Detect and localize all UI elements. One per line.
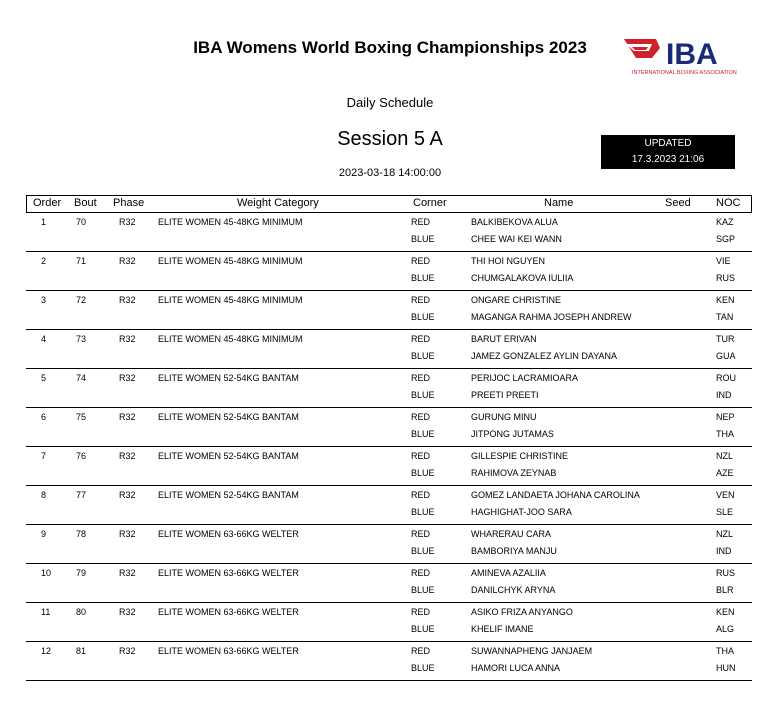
iba-logo xyxy=(622,36,752,76)
col-corner: Corner xyxy=(413,197,447,209)
red-corner-label: RED xyxy=(411,529,431,539)
blue-boxer-name: JITPONG JUTAMAS xyxy=(471,429,554,439)
blue-boxer-name: HAGHIGHAT-JOO SARA xyxy=(471,507,572,517)
red-boxer-noc: KEN xyxy=(716,607,735,617)
red-boxer-name: GURUNG MINU xyxy=(471,412,537,422)
weight-category: ELITE WOMEN 63-66KG WELTER xyxy=(158,607,299,617)
blue-boxer-name: CHEE WAI KEI WANN xyxy=(471,234,562,244)
bout-number: 76 xyxy=(76,451,87,461)
table-row xyxy=(26,408,752,447)
updated-box xyxy=(601,135,735,169)
weight-category: ELITE WOMEN 52-54KG BANTAM xyxy=(158,451,299,461)
weight-category: ELITE WOMEN 63-66KG WELTER xyxy=(158,646,299,656)
blue-corner-label: BLUE xyxy=(411,351,435,361)
table-row xyxy=(26,525,752,564)
blue-boxer-name: HAMORI LUCA ANNA xyxy=(471,663,561,673)
blue-corner-label: BLUE xyxy=(411,468,435,478)
red-boxer-name: ASIKO FRIZA ANYANGO xyxy=(471,607,573,617)
updated-value: 17.3.2023 21:06 xyxy=(631,154,705,165)
red-boxer-noc: RUS xyxy=(716,568,736,578)
bout-phase: R32 xyxy=(119,217,136,227)
bout-phase: R32 xyxy=(119,295,136,305)
bout-order: 1 xyxy=(41,217,47,227)
logo-tagline: INTERNATIONAL BOXING ASSOCIATION xyxy=(632,70,737,76)
table-row xyxy=(26,486,752,525)
table-row xyxy=(26,603,752,642)
bout-number: 75 xyxy=(76,412,87,422)
bout-order: 9 xyxy=(41,529,47,539)
blue-corner-label: BLUE xyxy=(411,507,435,517)
blue-boxer-name: BAMBORIYA MANJU xyxy=(471,546,557,556)
blue-boxer-noc: IND xyxy=(716,546,732,556)
bout-order: 11 xyxy=(41,607,51,617)
blue-boxer-noc: TAN xyxy=(716,312,734,322)
session-title: Session 5 A xyxy=(337,128,443,150)
col-order: Order xyxy=(33,197,62,209)
bout-phase: R32 xyxy=(119,607,136,617)
blue-corner-label: BLUE xyxy=(411,429,435,439)
table-row xyxy=(26,447,752,486)
red-boxer-name: AMINEVA AZALIIA xyxy=(471,568,546,578)
bout-number: 71 xyxy=(76,256,87,266)
red-boxer-name: ONGARE CHRISTINE xyxy=(471,295,562,305)
blue-boxer-noc: SGP xyxy=(716,234,736,244)
blue-boxer-name: KHELIF IMANE xyxy=(471,624,534,634)
table-row xyxy=(26,252,752,291)
red-boxer-name: BARUT ERIVAN xyxy=(471,334,537,344)
red-boxer-name: PERIJOC LACRAMIOARA xyxy=(471,373,579,383)
blue-boxer-noc: THA xyxy=(716,429,734,439)
iba-logo-icon xyxy=(622,36,752,76)
weight-category: ELITE WOMEN 52-54KG BANTAM xyxy=(158,412,299,422)
blue-boxer-noc: AZE xyxy=(716,468,734,478)
red-corner-label: RED xyxy=(411,373,431,383)
blue-boxer-noc: RUS xyxy=(716,273,736,283)
bout-number: 81 xyxy=(76,646,87,656)
daily-schedule-label: Daily Schedule xyxy=(346,95,434,110)
blue-corner-label: BLUE xyxy=(411,663,435,673)
updated-label: UPDATED xyxy=(644,138,692,149)
blue-corner-label: BLUE xyxy=(411,546,435,556)
red-corner-label: RED xyxy=(411,607,431,617)
red-boxer-name: GOMEZ LANDAETA JOHANA CAROLINA xyxy=(471,490,640,500)
weight-category: ELITE WOMEN 45-48KG MINIMUM xyxy=(158,295,303,305)
red-boxer-noc: TUR xyxy=(716,334,735,344)
logo-text: IBA xyxy=(666,38,718,71)
blue-boxer-name: PREETI PREETI xyxy=(471,390,539,400)
bout-number: 70 xyxy=(76,217,87,227)
red-boxer-noc: NEP xyxy=(716,412,735,422)
bout-number: 72 xyxy=(76,295,87,305)
red-corner-label: RED xyxy=(411,334,431,344)
bout-number: 78 xyxy=(76,529,87,539)
weight-category: ELITE WOMEN 45-48KG MINIMUM xyxy=(158,217,303,227)
bout-order: 6 xyxy=(41,412,47,422)
bout-order: 5 xyxy=(41,373,47,383)
col-name: Name xyxy=(544,197,574,209)
red-boxer-name: THI HOI NGUYEN xyxy=(471,256,546,266)
page-title: IBA Womens World Boxing Championships 2023 xyxy=(193,38,587,57)
bout-order: 7 xyxy=(41,451,47,461)
red-corner-label: RED xyxy=(411,646,431,656)
bout-number: 77 xyxy=(76,490,87,500)
bout-phase: R32 xyxy=(119,373,136,383)
weight-category: ELITE WOMEN 45-48KG MINIMUM xyxy=(158,256,303,266)
red-boxer-noc: THA xyxy=(716,646,734,656)
bout-phase: R32 xyxy=(119,451,136,461)
weight-category: ELITE WOMEN 63-66KG WELTER xyxy=(158,529,299,539)
red-boxer-noc: KEN xyxy=(716,295,735,305)
red-boxer-name: GILLESPIE CHRISTINE xyxy=(471,451,569,461)
bout-phase: R32 xyxy=(119,256,136,266)
weight-category: ELITE WOMEN 45-48KG MINIMUM xyxy=(158,334,303,344)
bout-number: 74 xyxy=(76,373,87,383)
col-noc: NOC xyxy=(716,197,741,209)
bout-phase: R32 xyxy=(119,490,136,500)
red-boxer-noc: ROU xyxy=(716,373,736,383)
blue-boxer-noc: ALG xyxy=(716,624,735,634)
red-corner-label: RED xyxy=(411,256,431,266)
col-weight: Weight Category xyxy=(237,197,319,209)
blue-corner-label: BLUE xyxy=(411,585,435,595)
bout-order: 8 xyxy=(41,490,47,500)
blue-corner-label: BLUE xyxy=(411,273,435,283)
red-corner-label: RED xyxy=(411,568,431,578)
red-corner-label: RED xyxy=(411,295,431,305)
table-row xyxy=(26,213,752,252)
red-boxer-noc: KAZ xyxy=(716,217,734,227)
red-boxer-noc: VEN xyxy=(716,490,735,500)
table-header xyxy=(26,195,752,213)
col-seed: Seed xyxy=(665,197,691,209)
blue-boxer-noc: GUA xyxy=(716,351,736,361)
red-corner-label: RED xyxy=(411,451,431,461)
bout-order: 10 xyxy=(41,568,52,578)
red-corner-label: RED xyxy=(411,217,431,227)
blue-boxer-noc: HUN xyxy=(716,663,736,673)
weight-category: ELITE WOMEN 63-66KG WELTER xyxy=(158,568,299,578)
blue-boxer-noc: SLE xyxy=(716,507,734,517)
bout-phase: R32 xyxy=(119,529,136,539)
weight-category: ELITE WOMEN 52-54KG BANTAM xyxy=(158,490,299,500)
col-phase: Phase xyxy=(113,197,145,209)
bout-number: 73 xyxy=(76,334,87,344)
bout-order: 12 xyxy=(41,646,52,656)
blue-boxer-name: MAGANGA RAHMA JOSEPH ANDREW xyxy=(471,312,632,322)
bout-phase: R32 xyxy=(119,412,136,422)
weight-category: ELITE WOMEN 52-54KG BANTAM xyxy=(158,373,299,383)
bout-phase: R32 xyxy=(119,334,136,344)
red-boxer-noc: NZL xyxy=(716,529,734,539)
bout-phase: R32 xyxy=(119,646,136,656)
table-row xyxy=(26,564,752,603)
bout-order: 3 xyxy=(41,295,47,305)
blue-boxer-name: DANILCHYK ARYNA xyxy=(471,585,556,595)
blue-boxer-noc: BLR xyxy=(716,585,734,595)
bout-phase: R32 xyxy=(119,568,136,578)
blue-boxer-noc: IND xyxy=(716,390,732,400)
table-row xyxy=(26,642,752,681)
session-datetime: 2023-03-18 14:00:00 xyxy=(338,167,442,179)
blue-corner-label: BLUE xyxy=(411,312,435,322)
blue-corner-label: BLUE xyxy=(411,624,435,634)
bout-number: 80 xyxy=(76,607,87,617)
red-corner-label: RED xyxy=(411,412,431,422)
table-row xyxy=(26,330,752,369)
red-boxer-name: BALKIBEKOVA ALUA xyxy=(471,217,558,227)
table-row xyxy=(26,369,752,408)
bout-order: 4 xyxy=(41,334,47,344)
red-boxer-name: WHARERAU CARA xyxy=(471,529,552,539)
blue-corner-label: BLUE xyxy=(411,234,435,244)
blue-boxer-name: RAHIMOVA ZEYNAB xyxy=(471,468,557,478)
blue-boxer-name: JAMEZ GONZALEZ AYLIN DAYANA xyxy=(471,351,618,361)
bout-order: 2 xyxy=(41,256,47,266)
blue-boxer-name: CHUMGALAKOVA IULIIA xyxy=(471,273,574,283)
red-boxer-noc: NZL xyxy=(716,451,734,461)
red-corner-label: RED xyxy=(411,490,431,500)
table-row xyxy=(26,291,752,330)
red-boxer-noc: VIE xyxy=(716,256,731,266)
bout-number: 79 xyxy=(76,568,87,578)
red-boxer-name: SUWANNAPHENG JANJAEM xyxy=(471,646,593,656)
col-bout: Bout xyxy=(74,197,97,209)
blue-corner-label: BLUE xyxy=(411,390,435,400)
